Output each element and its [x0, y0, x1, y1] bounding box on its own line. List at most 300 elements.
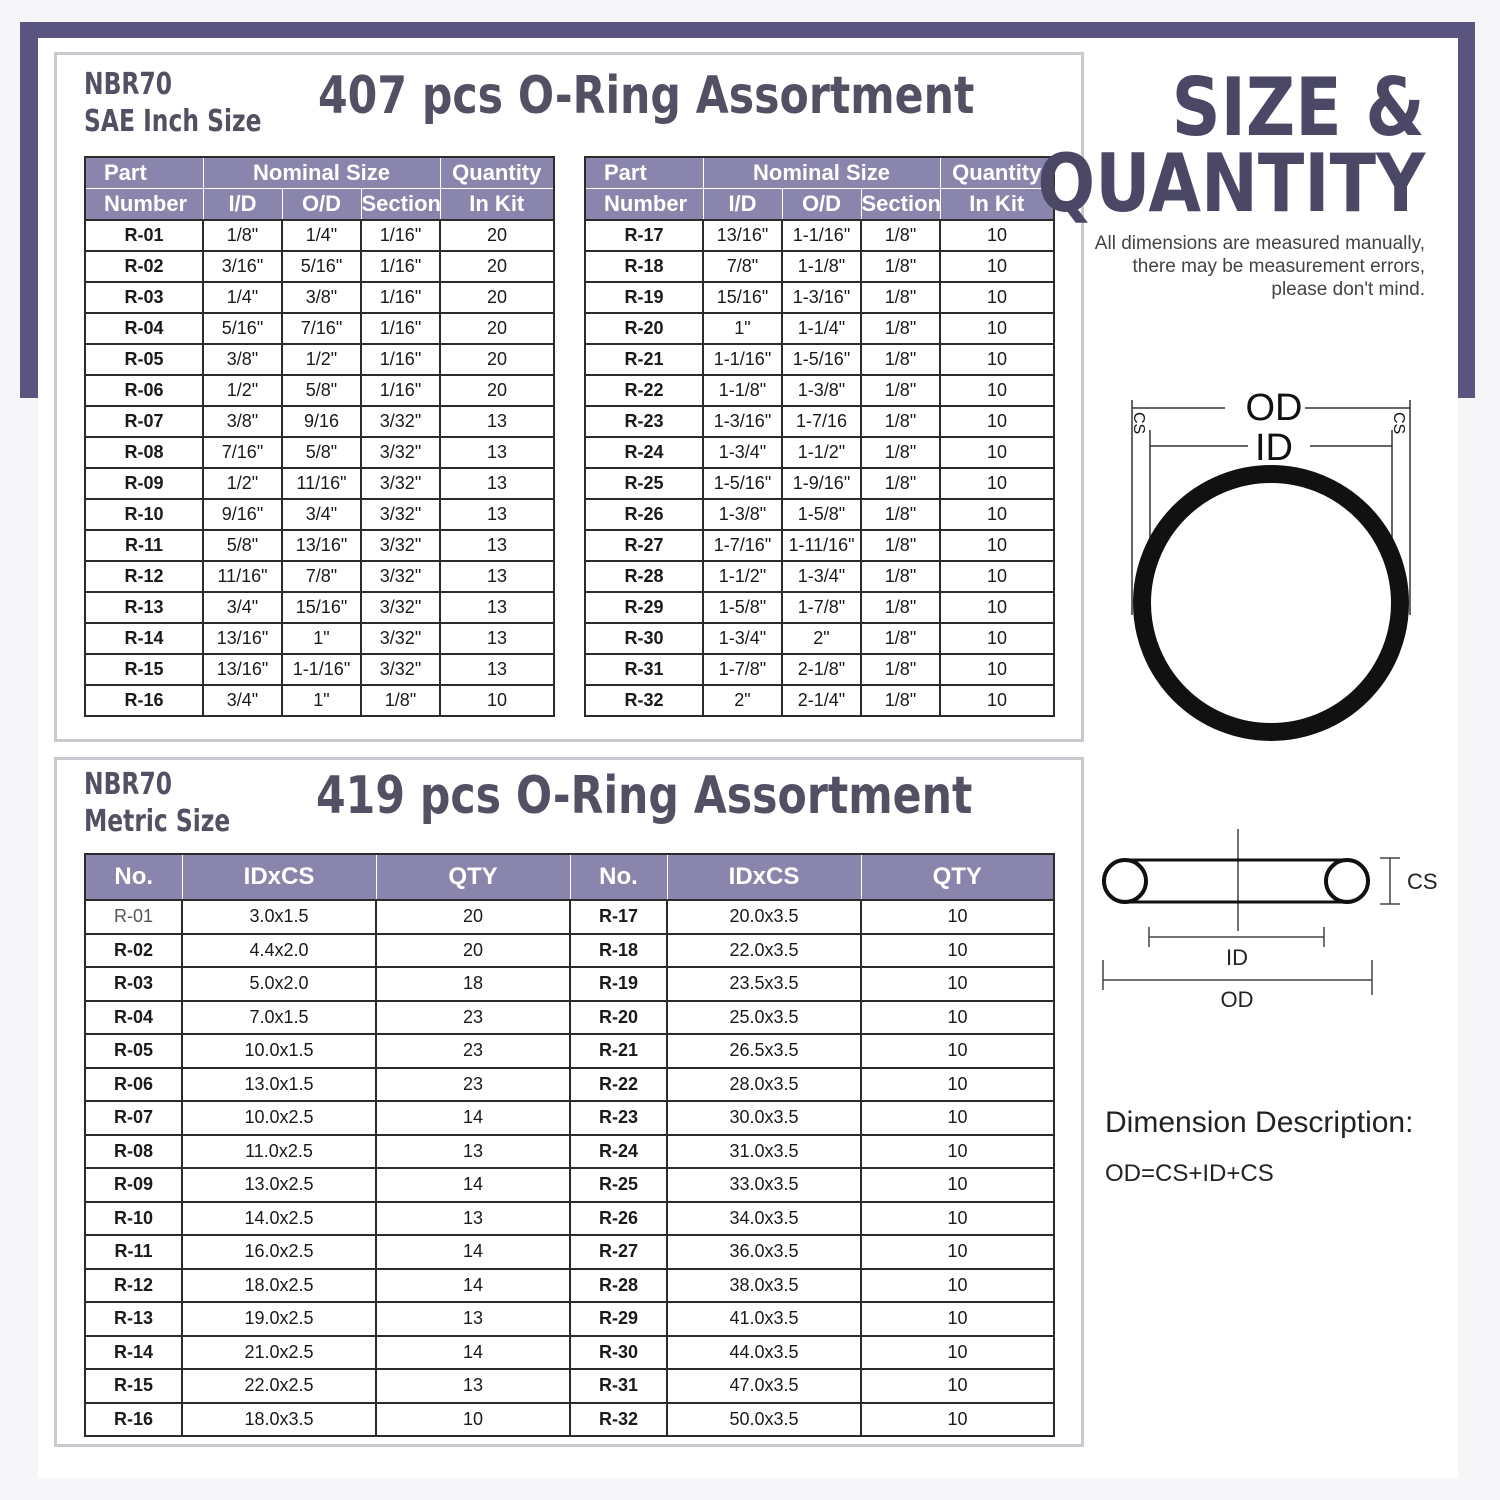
table-cell: 13/16" — [282, 530, 361, 561]
part-number-cell: R-05 — [85, 344, 203, 375]
part-number-cell: R-29 — [570, 1302, 667, 1336]
table-cell: 1/16" — [361, 251, 440, 282]
dimension-title: Dimension Description: — [1105, 1106, 1414, 1139]
table-cell: 10 — [440, 685, 554, 716]
table-cell: 20 — [440, 344, 554, 375]
ring-cs-right: CS — [1390, 412, 1407, 435]
table-row — [585, 499, 1054, 530]
table-cell: 10.0x2.5 — [182, 1101, 376, 1135]
table-cell: 11/16" — [203, 561, 282, 592]
part-number-cell: R-07 — [85, 1101, 182, 1135]
table-cell: 3/16" — [203, 251, 282, 282]
table-cell: 10 — [861, 934, 1054, 968]
part-number-cell: R-19 — [570, 967, 667, 1001]
header-no: No. — [85, 854, 182, 900]
inch-size-text: SAE Inch Size — [84, 104, 262, 139]
part-number-cell: R-04 — [85, 1001, 182, 1035]
part-number-cell: R-19 — [585, 282, 703, 313]
table-cell: 10 — [940, 313, 1054, 344]
table-cell: 1/8" — [861, 344, 940, 375]
table-row — [585, 561, 1054, 592]
table-cell: 5/16" — [203, 313, 282, 344]
table-row — [585, 592, 1054, 623]
table-cell: 7.0x1.5 — [182, 1001, 376, 1035]
header-od: O/D — [282, 189, 361, 221]
table-cell: 1-1/8" — [782, 251, 861, 282]
part-number-cell: R-09 — [85, 1168, 182, 1202]
table-row — [585, 375, 1054, 406]
part-number-cell: R-18 — [585, 251, 703, 282]
table-cell: 50.0x3.5 — [667, 1403, 861, 1437]
table-cell: 19.0x2.5 — [182, 1302, 376, 1336]
table-cell: 3.0x1.5 — [182, 900, 376, 934]
header-id: I/D — [703, 189, 782, 221]
table-cell: 10 — [861, 1001, 1054, 1035]
table-row — [85, 1135, 1054, 1169]
table-cell: 36.0x3.5 — [667, 1235, 861, 1269]
table-cell: 1/16" — [361, 282, 440, 313]
dimension-formula: OD=CS+ID+CS — [1105, 1160, 1274, 1187]
table-row — [585, 654, 1054, 685]
table-cell: 1-3/4" — [703, 437, 782, 468]
header-part: Part — [585, 157, 703, 189]
part-number-cell: R-10 — [85, 499, 203, 530]
table-cell: 41.0x3.5 — [667, 1302, 861, 1336]
table-cell: 1-3/4" — [782, 561, 861, 592]
part-number-cell: R-09 — [85, 468, 203, 499]
table-row — [85, 437, 554, 468]
table-cell: 1/8" — [861, 623, 940, 654]
part-number-cell: R-04 — [85, 313, 203, 344]
table-cell: 20 — [440, 313, 554, 344]
table-row — [585, 282, 1054, 313]
table-row — [85, 468, 554, 499]
part-number-cell: R-32 — [570, 1403, 667, 1437]
table-cell: 13 — [376, 1302, 570, 1336]
table-cell: 14 — [376, 1101, 570, 1135]
note-line: please don't mind. — [1271, 279, 1425, 300]
part-number-cell: R-23 — [570, 1101, 667, 1135]
ring-id-label: ID — [1255, 427, 1293, 469]
table-row — [85, 623, 554, 654]
table-cell: 1/16" — [361, 220, 440, 251]
table-cell: 1/8" — [361, 685, 440, 716]
table-cell: 10 — [861, 900, 1054, 934]
table-cell: 3/32" — [361, 437, 440, 468]
table-cell: 10 — [940, 561, 1054, 592]
table-row — [85, 1001, 1054, 1035]
table-cell: 33.0x3.5 — [667, 1168, 861, 1202]
table-cell: 5/8" — [203, 530, 282, 561]
table-row — [585, 530, 1054, 561]
table-cell: 1/8" — [861, 530, 940, 561]
table-cell: 1-1/16" — [703, 344, 782, 375]
table-cell: 1/2" — [282, 344, 361, 375]
table-cell: 9/16" — [203, 499, 282, 530]
table-cell: 10 — [861, 1336, 1054, 1370]
table-cell: 10 — [861, 1302, 1054, 1336]
table-cell: 1-1/16" — [282, 654, 361, 685]
part-number-cell: R-06 — [85, 1068, 182, 1102]
table-cell: 10 — [940, 375, 1054, 406]
table-cell: 3/8" — [203, 406, 282, 437]
table-cell: 10.0x1.5 — [182, 1034, 376, 1068]
table-cell: 10 — [861, 1403, 1054, 1437]
table-cell: 10 — [861, 1202, 1054, 1236]
table-cell: 10 — [940, 282, 1054, 313]
inch-brand: NBR70 — [84, 67, 173, 102]
metric-size-label — [84, 766, 230, 840]
part-number-cell: R-20 — [585, 313, 703, 344]
part-number-cell: R-26 — [570, 1202, 667, 1236]
cross-section-diagram — [1095, 825, 1445, 1025]
table-cell: 44.0x3.5 — [667, 1336, 861, 1370]
header-qty1: Quantity — [440, 157, 554, 189]
table-cell: 10 — [940, 499, 1054, 530]
table-cell: 1/8" — [861, 437, 940, 468]
table-row — [585, 437, 1054, 468]
metric-brand: NBR70 — [84, 767, 173, 802]
table-cell: 1/8" — [861, 685, 940, 716]
table-cell: 30.0x3.5 — [667, 1101, 861, 1135]
table-cell: 21.0x2.5 — [182, 1336, 376, 1370]
table-cell: 20.0x3.5 — [667, 900, 861, 934]
table-cell: 3/32" — [361, 592, 440, 623]
table-row — [85, 685, 554, 716]
table-cell: 13 — [440, 561, 554, 592]
part-number-cell: R-21 — [585, 344, 703, 375]
table-row — [85, 1302, 1054, 1336]
table-cell: 13 — [376, 1369, 570, 1403]
part-number-cell: R-15 — [85, 654, 203, 685]
table-cell: 1-3/16" — [782, 282, 861, 313]
table-cell: 13 — [440, 623, 554, 654]
table-cell: 15/16" — [282, 592, 361, 623]
table-row — [585, 468, 1054, 499]
section-id-label: ID — [1226, 945, 1248, 970]
table-cell: 20 — [376, 900, 570, 934]
part-number-cell: R-27 — [570, 1235, 667, 1269]
table-cell: 14 — [376, 1168, 570, 1202]
table-row — [85, 220, 554, 251]
table-cell: 1/8" — [861, 499, 940, 530]
header-qty: QTY — [861, 854, 1054, 900]
table-row — [585, 313, 1054, 344]
part-number-cell: R-11 — [85, 530, 203, 561]
part-number-cell: R-25 — [570, 1168, 667, 1202]
table-cell: 13 — [440, 499, 554, 530]
table-row — [85, 900, 1054, 934]
table-cell: 10 — [940, 654, 1054, 685]
table-row — [85, 375, 554, 406]
part-number-cell: R-01 — [85, 220, 203, 251]
table-cell: 1-5/8" — [703, 592, 782, 623]
table-cell: 1/8" — [861, 654, 940, 685]
part-number-cell: R-14 — [85, 1336, 182, 1370]
table-cell: 10 — [940, 251, 1054, 282]
table-cell: 23.5x3.5 — [667, 967, 861, 1001]
table-cell: 28.0x3.5 — [667, 1068, 861, 1102]
table-cell: 10 — [861, 1168, 1054, 1202]
part-number-cell: R-20 — [570, 1001, 667, 1035]
metric-size-text: Metric Size — [84, 804, 231, 839]
table-cell: 1/8" — [861, 561, 940, 592]
table-row — [585, 406, 1054, 437]
table-cell: 10 — [940, 220, 1054, 251]
part-number-cell: R-32 — [585, 685, 703, 716]
table-cell: 3/4" — [203, 592, 282, 623]
table-cell: 7/16" — [203, 437, 282, 468]
part-number-cell: R-01 — [85, 900, 182, 934]
table-cell: 14 — [376, 1269, 570, 1303]
part-number-cell: R-02 — [85, 251, 203, 282]
table-cell: 13/16" — [203, 654, 282, 685]
part-number-cell: R-17 — [585, 220, 703, 251]
table-cell: 3/8" — [203, 344, 282, 375]
table-row — [85, 967, 1054, 1001]
part-number-cell: R-13 — [85, 592, 203, 623]
part-number-cell: R-13 — [85, 1302, 182, 1336]
table-row — [85, 1235, 1054, 1269]
table-row — [85, 1269, 1054, 1303]
table-cell: 10 — [940, 592, 1054, 623]
inch-title: 407 pcs O-Ring Assortment — [318, 66, 975, 126]
table-cell: 10 — [940, 344, 1054, 375]
part-number-cell: R-25 — [585, 468, 703, 499]
part-number-cell: R-15 — [85, 1369, 182, 1403]
table-cell: 10 — [861, 1068, 1054, 1102]
table-cell: 13/16" — [703, 220, 782, 251]
part-number-cell: R-11 — [85, 1235, 182, 1269]
header-id: I/D — [203, 189, 282, 221]
part-number-cell: R-08 — [85, 437, 203, 468]
table-cell: 1-1/8" — [703, 375, 782, 406]
table-cell: 1-1/2" — [782, 437, 861, 468]
table-cell: 3/32" — [361, 654, 440, 685]
table-cell: 7/8" — [282, 561, 361, 592]
table-cell: 20 — [440, 220, 554, 251]
table-cell: 1/8" — [861, 251, 940, 282]
inch-table-left — [84, 156, 555, 717]
table-cell: 10 — [940, 623, 1054, 654]
table-cell: 1-7/8" — [703, 654, 782, 685]
table-cell: 1-11/16" — [782, 530, 861, 561]
table-cell: 20 — [440, 375, 554, 406]
header-qty: QTY — [376, 854, 570, 900]
header-nominal: Nominal Size — [703, 157, 940, 189]
table-cell: 14.0x2.5 — [182, 1202, 376, 1236]
header-qty1: Quantity — [940, 157, 1054, 189]
header-qty2: In Kit — [440, 189, 554, 221]
part-number-cell: R-12 — [85, 561, 203, 592]
table-cell: 1-5/8" — [782, 499, 861, 530]
table-cell: 3/32" — [361, 406, 440, 437]
inch-table-right — [584, 156, 1055, 717]
table-cell: 23 — [376, 1001, 570, 1035]
table-cell: 1/8" — [861, 282, 940, 313]
table-cell: 5/16" — [282, 251, 361, 282]
table-row — [85, 1202, 1054, 1236]
part-number-cell: R-26 — [585, 499, 703, 530]
table-cell: 10 — [940, 685, 1054, 716]
table-cell: 1/16" — [361, 375, 440, 406]
ring-cs-left: CS — [1130, 412, 1147, 435]
header-nominal: Nominal Size — [203, 157, 440, 189]
table-cell: 23 — [376, 1034, 570, 1068]
table-cell: 10 — [376, 1403, 570, 1437]
table-cell: 13 — [376, 1135, 570, 1169]
part-number-cell: R-23 — [585, 406, 703, 437]
table-cell: 13 — [440, 530, 554, 561]
part-number-cell: R-03 — [85, 282, 203, 313]
table-cell: 1-3/16" — [703, 406, 782, 437]
part-number-cell: R-10 — [85, 1202, 182, 1236]
table-cell: 2" — [703, 685, 782, 716]
o-ring — [1142, 474, 1400, 732]
size-title: SIZE & — [1171, 61, 1425, 154]
part-number-cell: R-07 — [85, 406, 203, 437]
table-cell: 10 — [861, 1101, 1054, 1135]
table-row — [85, 499, 554, 530]
table-cell: 2-1/8" — [782, 654, 861, 685]
table-cell: 3/32" — [361, 561, 440, 592]
table-row — [85, 406, 554, 437]
header-qty2: In Kit — [940, 189, 1054, 221]
metric-table — [84, 853, 1055, 1437]
table-cell: 1-7/16 — [782, 406, 861, 437]
part-number-cell: R-24 — [585, 437, 703, 468]
table-cell: 13 — [440, 654, 554, 685]
table-cell: 1/2" — [203, 468, 282, 499]
table-row — [85, 282, 554, 313]
table-cell: 5/8" — [282, 375, 361, 406]
table-cell: 13 — [376, 1202, 570, 1236]
table-row — [85, 313, 554, 344]
table-cell: 10 — [940, 530, 1054, 561]
quantity-title: QUANTITY — [1037, 137, 1425, 230]
table-cell: 23 — [376, 1068, 570, 1102]
table-cell: 10 — [861, 1235, 1054, 1269]
table-row — [585, 623, 1054, 654]
table-cell: 1-5/16" — [703, 468, 782, 499]
table-cell: 1/8" — [203, 220, 282, 251]
table-cell: 20 — [440, 282, 554, 313]
header-idxcs: IDxCS — [182, 854, 376, 900]
table-row — [85, 1403, 1054, 1437]
table-cell: 4.4x2.0 — [182, 934, 376, 968]
table-row — [85, 561, 554, 592]
table-cell: 1-3/8" — [703, 499, 782, 530]
table-cell: 1-1/16" — [782, 220, 861, 251]
table-cell: 7/16" — [282, 313, 361, 344]
table-cell: 13.0x2.5 — [182, 1168, 376, 1202]
table-cell: 1-3/8" — [782, 375, 861, 406]
table-cell: 1-7/16" — [703, 530, 782, 561]
table-cell: 18 — [376, 967, 570, 1001]
table-cell: 1/8" — [861, 220, 940, 251]
table-row — [85, 1168, 1054, 1202]
table-cell: 1" — [703, 313, 782, 344]
table-cell: 1/8" — [861, 592, 940, 623]
table-cell: 7/8" — [703, 251, 782, 282]
table-cell: 1/16" — [361, 344, 440, 375]
part-number-cell: R-16 — [85, 1403, 182, 1437]
table-row — [85, 1369, 1054, 1403]
table-cell: 1" — [282, 685, 361, 716]
table-cell: 1/16" — [361, 313, 440, 344]
table-cell: 9/16 — [282, 406, 361, 437]
table-row — [85, 1101, 1054, 1135]
table-cell: 2-1/4" — [782, 685, 861, 716]
part-number-cell: R-14 — [85, 623, 203, 654]
part-number-cell: R-31 — [585, 654, 703, 685]
part-number-cell: R-29 — [585, 592, 703, 623]
table-cell: 3/32" — [361, 530, 440, 561]
table-cell: 10 — [940, 468, 1054, 499]
part-number-cell: R-08 — [85, 1135, 182, 1169]
table-cell: 13 — [440, 437, 554, 468]
table-cell: 20 — [376, 934, 570, 968]
part-number-cell: R-03 — [85, 967, 182, 1001]
part-number-cell: R-18 — [570, 934, 667, 968]
table-row — [585, 344, 1054, 375]
table-cell: 5.0x2.0 — [182, 967, 376, 1001]
table-row — [85, 934, 1054, 968]
table-cell: 15/16" — [703, 282, 782, 313]
table-cell: 1" — [282, 623, 361, 654]
table-cell: 13.0x1.5 — [182, 1068, 376, 1102]
table-cell: 20 — [440, 251, 554, 282]
section-od-label: OD — [1220, 987, 1254, 1012]
table-cell: 1/8" — [861, 406, 940, 437]
header-idxcs: IDxCS — [667, 854, 861, 900]
table-cell: 3/8" — [282, 282, 361, 313]
header-section: Section — [361, 189, 440, 221]
part-number-cell: R-21 — [570, 1034, 667, 1068]
part-number-cell: R-06 — [85, 375, 203, 406]
header-number: Number — [85, 189, 203, 221]
table-cell: 1-1/4" — [782, 313, 861, 344]
part-number-cell: R-02 — [85, 934, 182, 968]
table-cell: 1/4" — [203, 282, 282, 313]
table-cell: 1/2" — [203, 375, 282, 406]
table-cell: 1/8" — [861, 468, 940, 499]
header-od: O/D — [782, 189, 861, 221]
table-row — [85, 1068, 1054, 1102]
table-row — [85, 344, 554, 375]
table-row — [85, 530, 554, 561]
part-number-cell: R-28 — [585, 561, 703, 592]
part-number-cell: R-16 — [85, 685, 203, 716]
table-cell: 10 — [861, 1135, 1054, 1169]
part-number-cell: R-22 — [585, 375, 703, 406]
ring-od-label: OD — [1245, 387, 1303, 429]
table-row — [85, 1336, 1054, 1370]
table-cell: 11/16" — [282, 468, 361, 499]
measurement-note — [1090, 232, 1425, 301]
table-cell: 10 — [861, 967, 1054, 1001]
table-cell: 1/4" — [282, 220, 361, 251]
table-cell: 1-5/16" — [782, 344, 861, 375]
table-cell: 3/32" — [361, 623, 440, 654]
metric-title: 419 pcs O-Ring Assortment — [316, 766, 973, 826]
table-cell: 22.0x2.5 — [182, 1369, 376, 1403]
table-cell: 14 — [376, 1235, 570, 1269]
table-cell: 3/4" — [282, 499, 361, 530]
table-cell: 1/8" — [861, 313, 940, 344]
table-cell: 26.5x3.5 — [667, 1034, 861, 1068]
table-cell: 34.0x3.5 — [667, 1202, 861, 1236]
